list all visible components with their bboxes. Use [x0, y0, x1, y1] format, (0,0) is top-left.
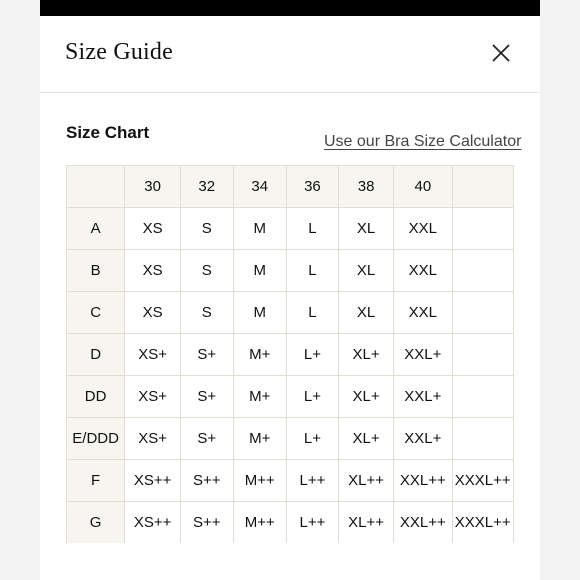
- size-cell: S: [180, 292, 233, 334]
- table-row: [67, 418, 514, 460]
- size-cell: L: [286, 250, 338, 292]
- size-cell: XXL++: [394, 502, 452, 544]
- bra-size-calculator-link[interactable]: Use our Bra Size Calculator: [324, 133, 522, 150]
- size-table: [66, 165, 514, 543]
- size-cell: S: [180, 250, 233, 292]
- size-cell: XL+: [338, 334, 393, 376]
- size-cell: XS: [125, 292, 181, 334]
- size-cell: XL: [338, 208, 393, 250]
- size-cell: XXL+: [394, 376, 452, 418]
- size-cell: XL++: [338, 460, 393, 502]
- close-button[interactable]: [489, 41, 513, 65]
- size-cell: M+: [233, 376, 286, 418]
- cup-size-header: G: [67, 502, 125, 544]
- size-cell: S: [180, 208, 233, 250]
- size-cell: XXL: [394, 208, 452, 250]
- size-cell: L++: [286, 460, 338, 502]
- size-cell: XS+: [125, 334, 181, 376]
- size-cell: XL: [338, 250, 393, 292]
- size-cell: XL: [338, 292, 393, 334]
- table-header-row: [67, 166, 514, 208]
- band-size-header: 40: [394, 166, 452, 208]
- size-guide-panel: [40, 16, 540, 580]
- size-cell: [452, 250, 514, 292]
- size-cell: S++: [180, 460, 233, 502]
- size-cell: M++: [233, 460, 286, 502]
- size-cell: XS+: [125, 376, 181, 418]
- size-cell: L+: [286, 334, 338, 376]
- size-cell: [452, 292, 514, 334]
- size-cell: S+: [180, 334, 233, 376]
- size-cell: XS+: [125, 418, 181, 460]
- size-cell: L: [286, 292, 338, 334]
- table-row: [67, 334, 514, 376]
- table-row: [67, 376, 514, 418]
- size-cell: L+: [286, 376, 338, 418]
- top-bar: [40, 0, 540, 16]
- size-cell: M: [233, 250, 286, 292]
- band-size-header: 32: [180, 166, 233, 208]
- size-cell: XXXL++: [452, 502, 514, 544]
- size-table-scroll[interactable]: [66, 165, 514, 543]
- table-row: [67, 250, 514, 292]
- size-cell: XXL+: [394, 334, 452, 376]
- cup-size-header: F: [67, 460, 125, 502]
- band-size-header: 30: [125, 166, 181, 208]
- size-cell: XXL+: [394, 418, 452, 460]
- size-cell: XXL: [394, 292, 452, 334]
- close-icon: [489, 41, 513, 65]
- band-size-header: 36: [286, 166, 338, 208]
- size-cell: L: [286, 208, 338, 250]
- size-cell: M++: [233, 502, 286, 544]
- page-title: Size Guide: [65, 39, 173, 65]
- size-cell: [452, 418, 514, 460]
- size-cell: S+: [180, 418, 233, 460]
- size-chart-heading: Size Chart: [66, 123, 150, 142]
- size-cell: L+: [286, 418, 338, 460]
- size-cell: XL++: [338, 502, 393, 544]
- size-cell: XS: [125, 208, 181, 250]
- corner-cell: [67, 166, 125, 208]
- size-cell: XXL++: [394, 460, 452, 502]
- table-row: [67, 502, 514, 544]
- size-cell: S++: [180, 502, 233, 544]
- size-cell: XL+: [338, 418, 393, 460]
- panel-header: [40, 16, 540, 93]
- size-cell: XS++: [125, 502, 181, 544]
- band-size-header: 38: [338, 166, 393, 208]
- size-cell: M+: [233, 334, 286, 376]
- cup-size-header: B: [67, 250, 125, 292]
- size-cell: S+: [180, 376, 233, 418]
- size-cell: M: [233, 292, 286, 334]
- size-cell: L++: [286, 502, 338, 544]
- cup-size-header: D: [67, 334, 125, 376]
- cup-size-header: E/DDD: [67, 418, 125, 460]
- size-cell: XS++: [125, 460, 181, 502]
- band-size-header: 34: [233, 166, 286, 208]
- size-cell: XXXL++: [452, 460, 514, 502]
- band-size-header: [452, 166, 514, 208]
- size-cell: M+: [233, 418, 286, 460]
- table-row: [67, 292, 514, 334]
- table-row: [67, 208, 514, 250]
- size-cell: XXL: [394, 250, 452, 292]
- cup-size-header: DD: [67, 376, 125, 418]
- size-cell: XL+: [338, 376, 393, 418]
- cup-size-header: A: [67, 208, 125, 250]
- cup-size-header: C: [67, 292, 125, 334]
- size-cell: XS: [125, 250, 181, 292]
- size-cell: [452, 376, 514, 418]
- size-cell: [452, 208, 514, 250]
- size-cell: M: [233, 208, 286, 250]
- table-row: [67, 460, 514, 502]
- size-cell: [452, 334, 514, 376]
